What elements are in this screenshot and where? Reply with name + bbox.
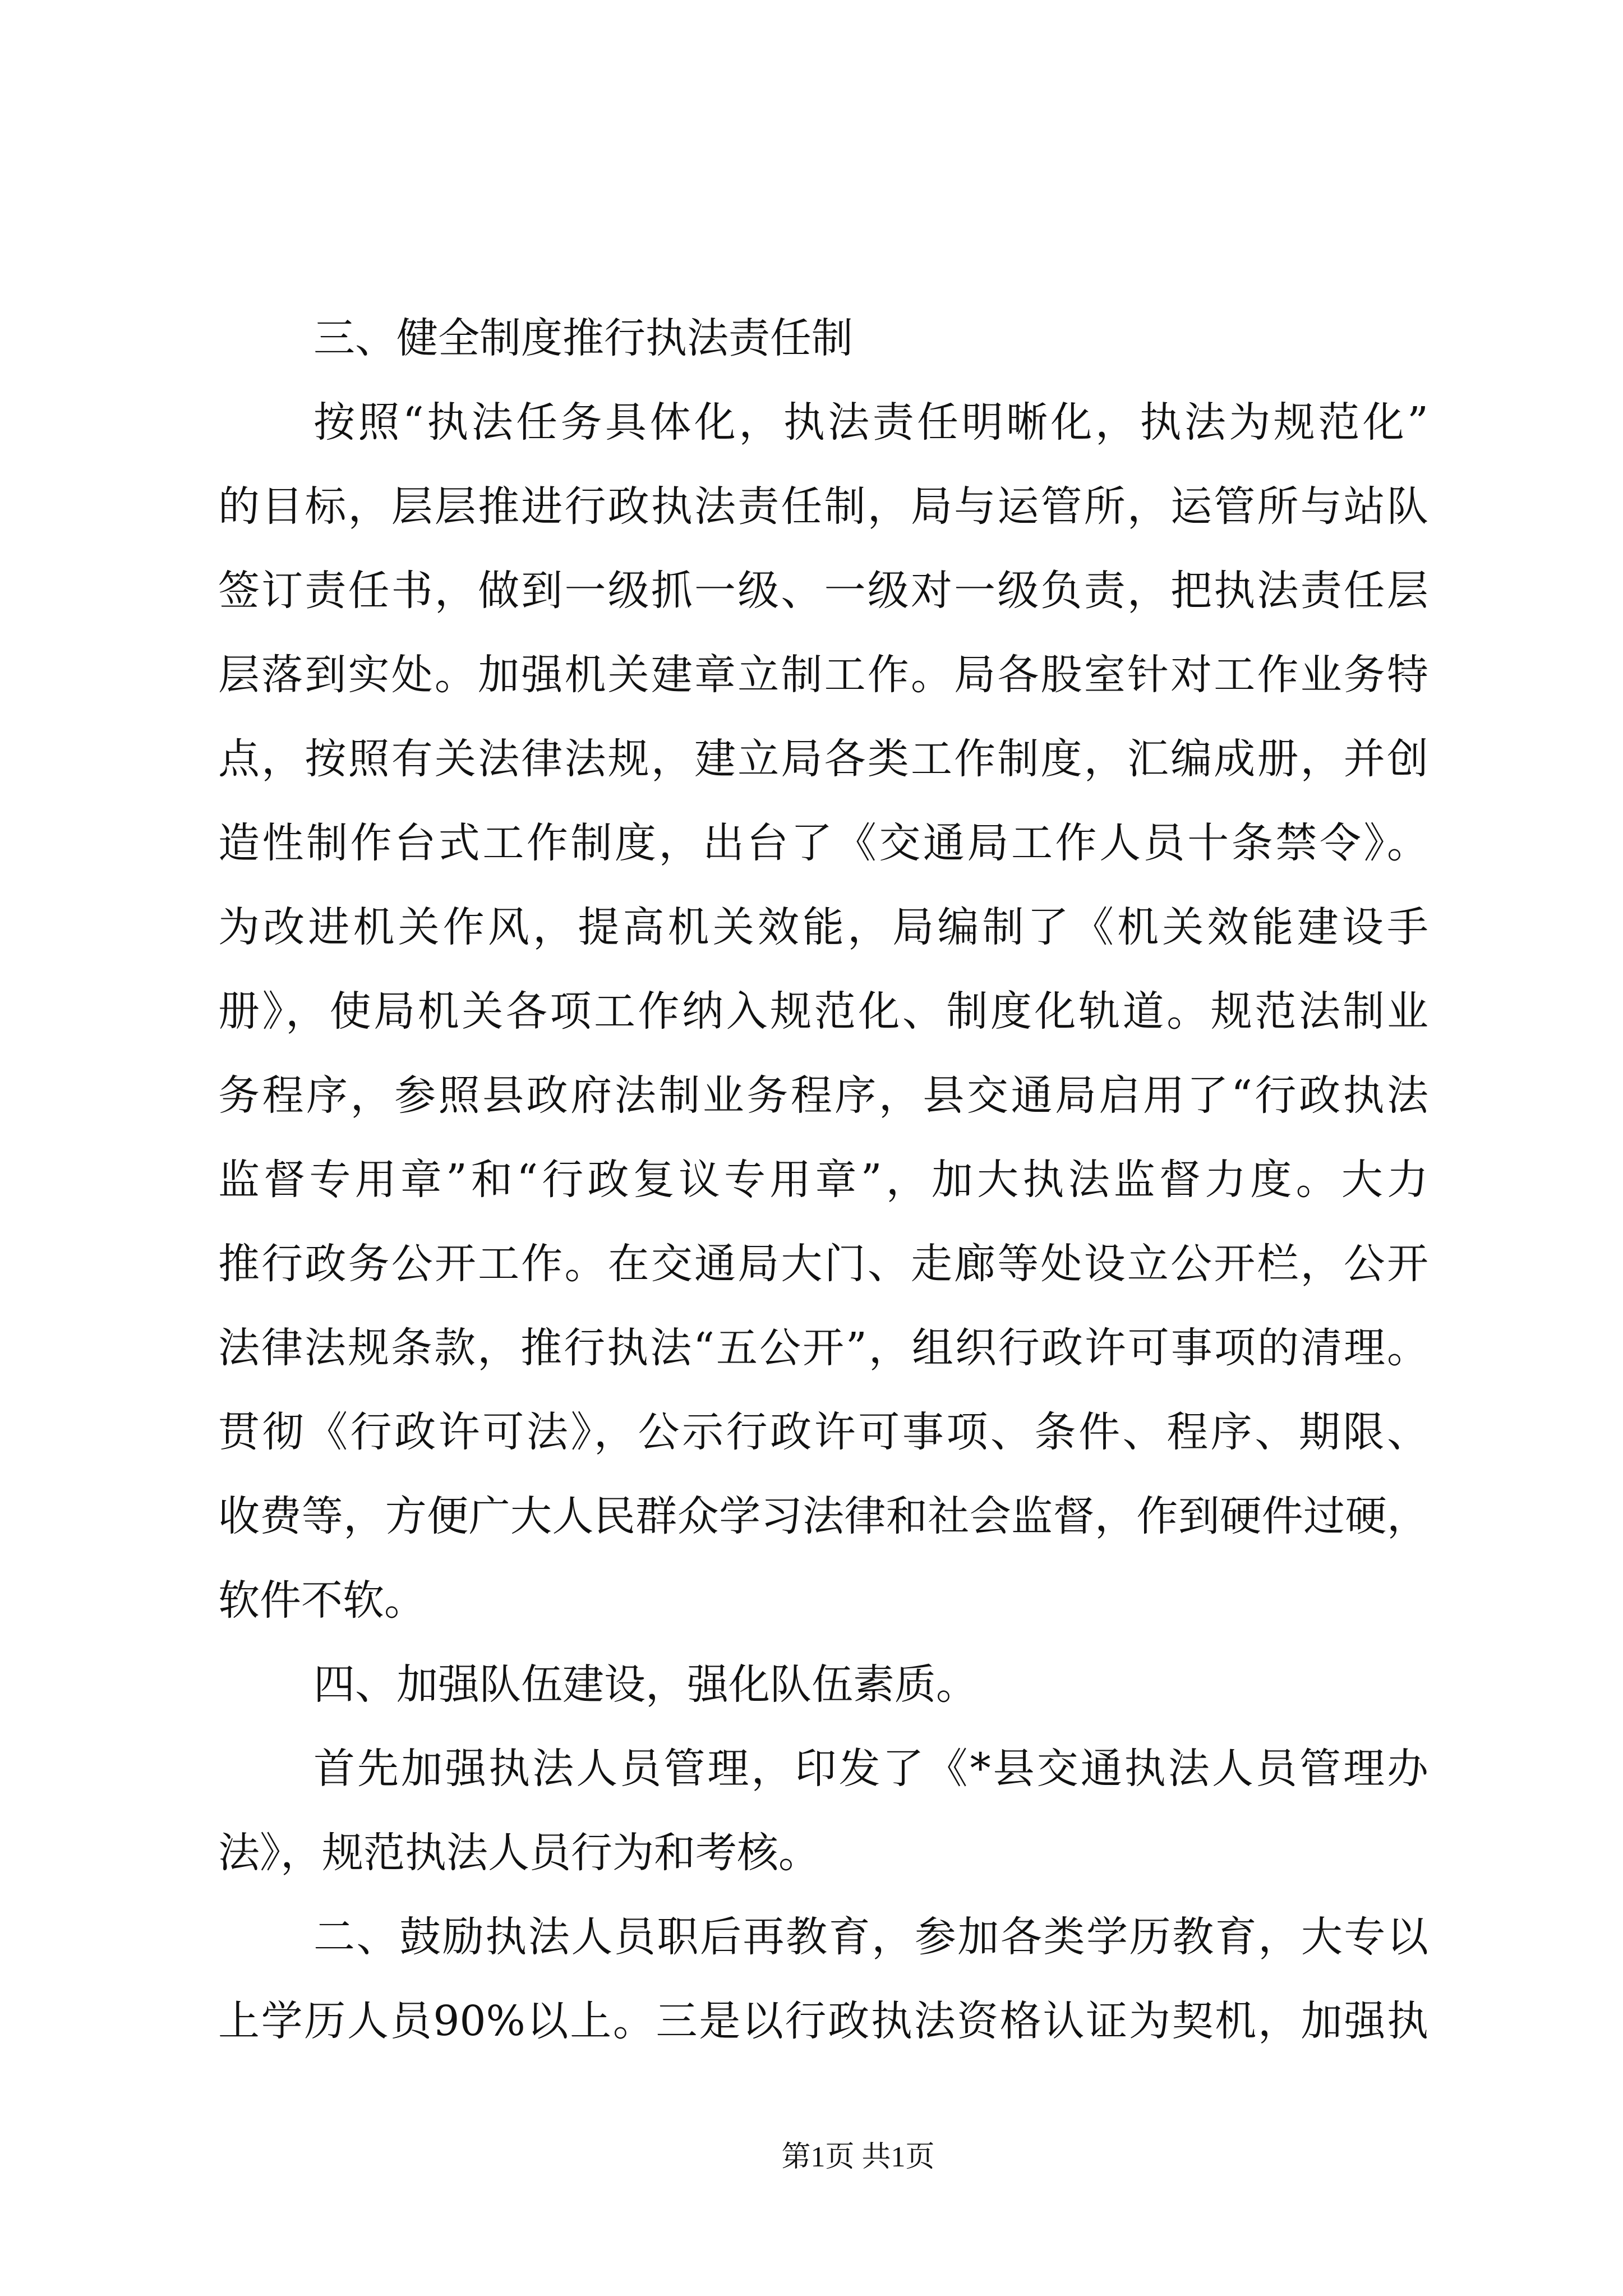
paragraph-section-4 (218, 1642, 1428, 1727)
text-line: 层落到实处。加强机关建章立制工作。局各股室针对工作业务特 (218, 651, 1428, 699)
text-line: 软件不软。 (218, 1576, 426, 1625)
text-line: 二、鼓励执法人员职后再教育，参加各类学历教育，大专以 (313, 1913, 1428, 1961)
text-line: 为改进机关作风，提高机关效能，局编制了《机关效能建设手 (218, 903, 1428, 951)
paragraph-responsibility-system (218, 380, 1428, 1642)
text-line: 上学历人员90%以上。三是以行政执法资格认证为契机，加强执 (218, 1997, 1428, 2045)
text-line: 的目标，层层推进行政执法责任制，局与运管所，运管所与站队 (218, 482, 1428, 531)
text-line: 监督专用章”和“行政复议专用章”，加大执法监督力度。大力 (218, 1156, 1428, 1204)
document-body (218, 296, 1428, 2063)
text-line: 法律法规条款，推行执法“五公开”，组织行政许可事项的清理。 (218, 1324, 1428, 1372)
paragraph-personnel-management (218, 1727, 1428, 1895)
section-heading: 四、加强队伍建设，强化队伍素质。 (313, 1660, 978, 1709)
text-line: 签订责任书，做到一级抓一级、一级对一级负责，把执法责任层 (218, 567, 1428, 615)
text-line: 法》，规范执法人员行为和考核。 (218, 1829, 820, 1877)
text-line: 推行政务公开工作。在交通局大门、走廊等处设立公开栏，公开 (218, 1240, 1428, 1288)
paragraph-section-3 (218, 296, 1428, 380)
text-line: 造性制作台式工作制度，出台了《交通局工作人员十条禁令》。 (218, 819, 1428, 867)
text-line: 贯彻《行政许可法》，公示行政许可事项、条件、程序、期限、 (218, 1408, 1428, 1456)
text-line: 首先加强执法人员管理，印发了《*县交通执法人员管理办 (313, 1745, 1428, 1793)
text-line: 册》，使局机关各项工作纳入规范化、制度化轨道。规范法制业 (218, 987, 1428, 1036)
page-number-footer: 第1页 共1页 (781, 2141, 935, 2173)
section-heading: 三、健全制度推行执法责任制 (313, 314, 853, 362)
text-line: 收费等，方便广大人民群众学习法律和社会监督，作到硬件过硬， (218, 1492, 1428, 1540)
text-line: 点，按照有关法律法规，建立局各类工作制度，汇编成册，并创 (218, 735, 1428, 783)
text-line: 按照“执法任务具体化，执法责任明晰化，执法为规范化” (313, 398, 1428, 447)
paragraph-continuing-education (218, 1895, 1428, 2063)
text-line: 务程序，参照县政府法制业务程序，县交通局启用了“行政执法 (218, 1071, 1428, 1120)
